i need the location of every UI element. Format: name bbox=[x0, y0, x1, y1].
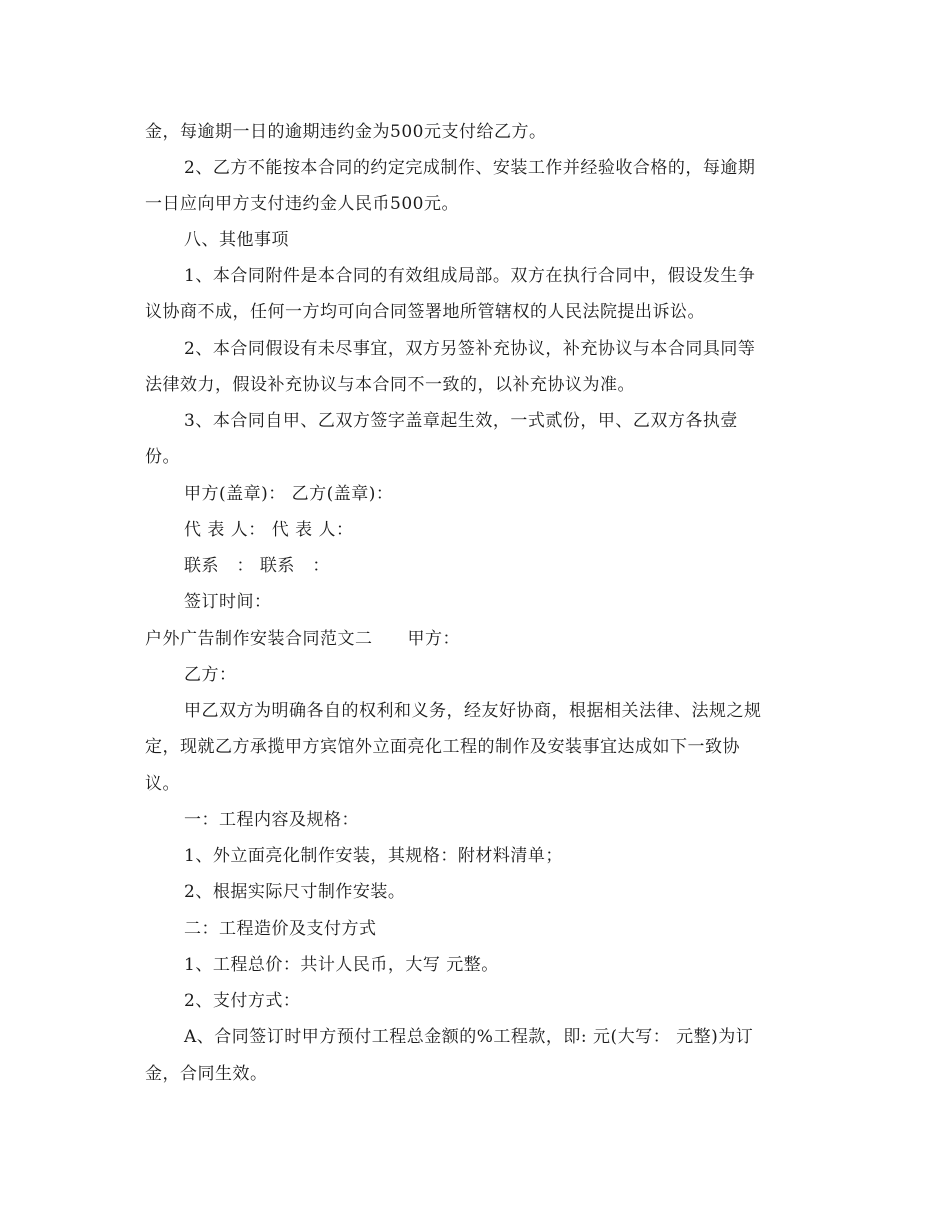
text-line: 一日应向甲方支付违约金人民币500元。 bbox=[145, 194, 459, 214]
text-line: 定，现就乙方承揽甲方宾馆外立面亮化工程的制作及安装事宜达成如下一致协 bbox=[145, 737, 740, 757]
text-line: 2、本合同假设有未尽事宜，双方另签补充协议，补充协议与本合同具同等 bbox=[184, 339, 756, 359]
text-line: 2、支付方式： bbox=[184, 991, 301, 1011]
section-heading: 二：工程造价及支付方式 bbox=[184, 919, 377, 939]
party-b-line: 乙方： bbox=[184, 665, 237, 685]
text-line: 议协商不成，任何一方均可向合同签署地所管辖权的人民法院提出诉讼。 bbox=[145, 302, 705, 322]
text-line: 1、工程总价：共计人民币，大写 元整。 bbox=[184, 955, 499, 975]
text-line: 甲乙双方为明确各自的权利和义务，经友好协商，根据相关法律、法规之规 bbox=[184, 701, 762, 721]
text-line: 2、乙方不能按本合同的约定完成制作、安装工作并经验收合格的，每逾期 bbox=[184, 158, 756, 178]
text-line: 法律效力，假设补充协议与本合同不一致的，以补充协议为准。 bbox=[145, 375, 635, 395]
text-line: 3、本合同自甲、乙双方签字盖章起生效，一式贰份，甲、乙双方各执壹 bbox=[184, 411, 738, 431]
signature-line-date: 签订时间： bbox=[184, 592, 272, 612]
contract-title: 户外广告制作安装合同范文二 甲方： bbox=[145, 629, 460, 649]
signature-line-party: 甲方(盖章)： 乙方(盖章)： bbox=[184, 484, 394, 504]
text-line: 1、外立面亮化制作安装，其规格：附材料清单； bbox=[184, 846, 563, 866]
section-heading: 八、其他事项 bbox=[184, 230, 289, 250]
text-line: 1、本合同附件是本合同的有效组成局部。双方在执行合同中，假设发生争 bbox=[184, 266, 756, 286]
text-line: 金，每逾期一日的逾期违约金为500元支付给乙方。 bbox=[145, 122, 547, 142]
section-heading: 一：工程内容及规格： bbox=[184, 810, 359, 830]
text-line: 份。 bbox=[145, 447, 180, 467]
text-line: A、合同签订时甲方预付工程总金额的%工程款，即: 元(大写： 元整)为订 bbox=[184, 1027, 754, 1047]
text-line: 2、根据实际尺寸制作安装。 bbox=[184, 882, 406, 902]
text-line: 议。 bbox=[145, 774, 180, 794]
signature-line-contact: 联系 ： 联系 ： bbox=[184, 556, 330, 576]
signature-line-representative: 代 表 人： 代 表 人： bbox=[184, 520, 354, 540]
text-line: 金，合同生效。 bbox=[145, 1064, 268, 1084]
